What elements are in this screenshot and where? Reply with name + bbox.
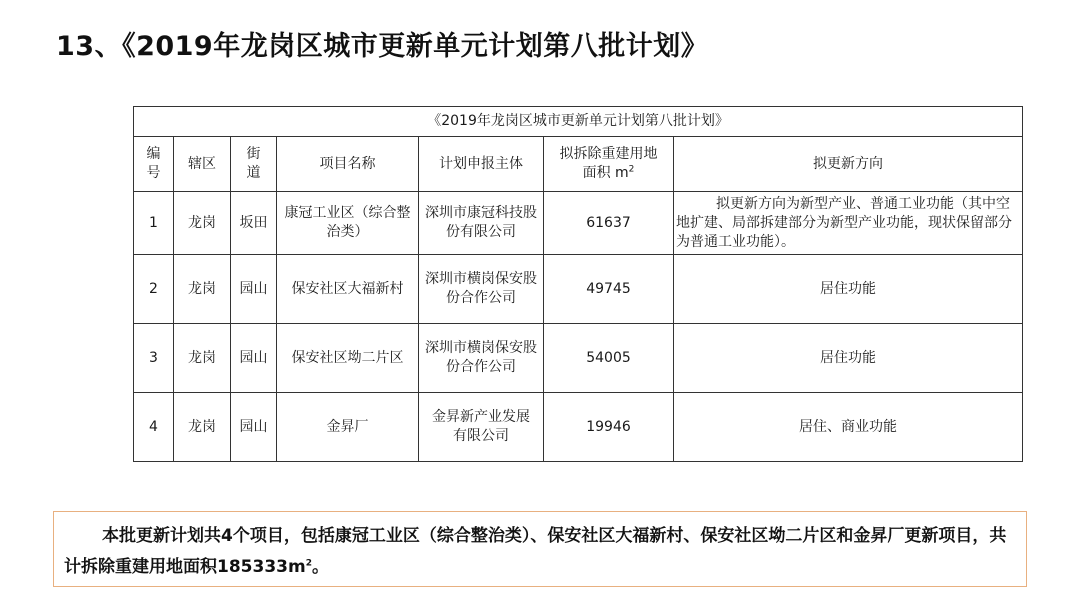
cell-area: 49745 <box>544 255 674 324</box>
cell-district: 龙岗 <box>174 393 231 462</box>
cell-name: 保安社区坳二片区 <box>277 324 419 393</box>
header-area <box>544 137 674 192</box>
cell-street: 园山 <box>231 324 277 393</box>
cell-direction: 居住功能 <box>674 255 1023 324</box>
table-row <box>134 393 1023 462</box>
cell-area: 61637 <box>544 192 674 255</box>
header-direction: 拟更新方向 <box>674 137 1023 192</box>
cell-name: 康冠工业区（综合整治类） <box>277 192 419 255</box>
table-row <box>134 324 1023 393</box>
cell-applicant: 深圳市康冠科技股份有限公司 <box>419 192 544 255</box>
cell-direction: 居住功能 <box>674 324 1023 393</box>
cell-no: 1 <box>134 192 174 255</box>
header-area-unit-exponent: 2 <box>628 164 635 175</box>
cell-district: 龙岗 <box>174 255 231 324</box>
cell-direction-text: 拟更新方向为新型产业、普通工业功能（其中空地扩建、局部拆建部分为新型产业功能，现状保留部分为普通工业功能）。 <box>676 195 1012 250</box>
cell-street: 园山 <box>231 255 277 324</box>
page-title: 13、《2019年龙岗区城市更新单元计划第八批计划》 <box>56 31 709 62</box>
header-street: 街道 <box>231 137 277 192</box>
cell-name: 金昇厂 <box>277 393 419 462</box>
cell-direction: 居住、商业功能 <box>674 393 1023 462</box>
header-district: 辖区 <box>174 137 231 192</box>
summary-text: 本批更新计划共4个项目，包括康冠工业区（综合整治类）、保安社区大福新村、保安社区坳二片区和金昇厂更新项目，共计拆除重建用地面积185333m <box>64 526 1007 577</box>
plan-table <box>133 106 1023 462</box>
cell-name: 保安社区大福新村 <box>277 255 419 324</box>
table-header-row <box>134 137 1023 192</box>
plan-table-container <box>133 106 1022 462</box>
cell-district: 龙岗 <box>174 324 231 393</box>
summary-box <box>53 511 1027 587</box>
table-row <box>134 192 1023 255</box>
cell-direction <box>674 192 1023 255</box>
cell-area: 19946 <box>544 393 674 462</box>
cell-applicant: 金昇新产业发展有限公司 <box>419 393 544 462</box>
cell-street: 坂田 <box>231 192 277 255</box>
summary-unit-exponent: 2 <box>305 558 312 569</box>
header-no: 编号 <box>134 137 174 192</box>
summary-text-end: 。 <box>311 557 329 577</box>
table-row <box>134 255 1023 324</box>
header-name: 项目名称 <box>277 137 419 192</box>
cell-no: 2 <box>134 255 174 324</box>
header-area-label: 拟拆除重建用地面积 m <box>559 146 658 181</box>
cell-street: 园山 <box>231 393 277 462</box>
table-caption: 《2019年龙岗区城市更新单元计划第八批计划》 <box>134 107 1023 137</box>
cell-area: 54005 <box>544 324 674 393</box>
cell-applicant: 深圳市横岗保安股份合作公司 <box>419 324 544 393</box>
cell-no: 3 <box>134 324 174 393</box>
header-applicant: 计划申报主体 <box>419 137 544 192</box>
cell-no: 4 <box>134 393 174 462</box>
summary-paragraph <box>64 521 1012 583</box>
cell-applicant: 深圳市横岗保安股份合作公司 <box>419 255 544 324</box>
cell-district: 龙岗 <box>174 192 231 255</box>
